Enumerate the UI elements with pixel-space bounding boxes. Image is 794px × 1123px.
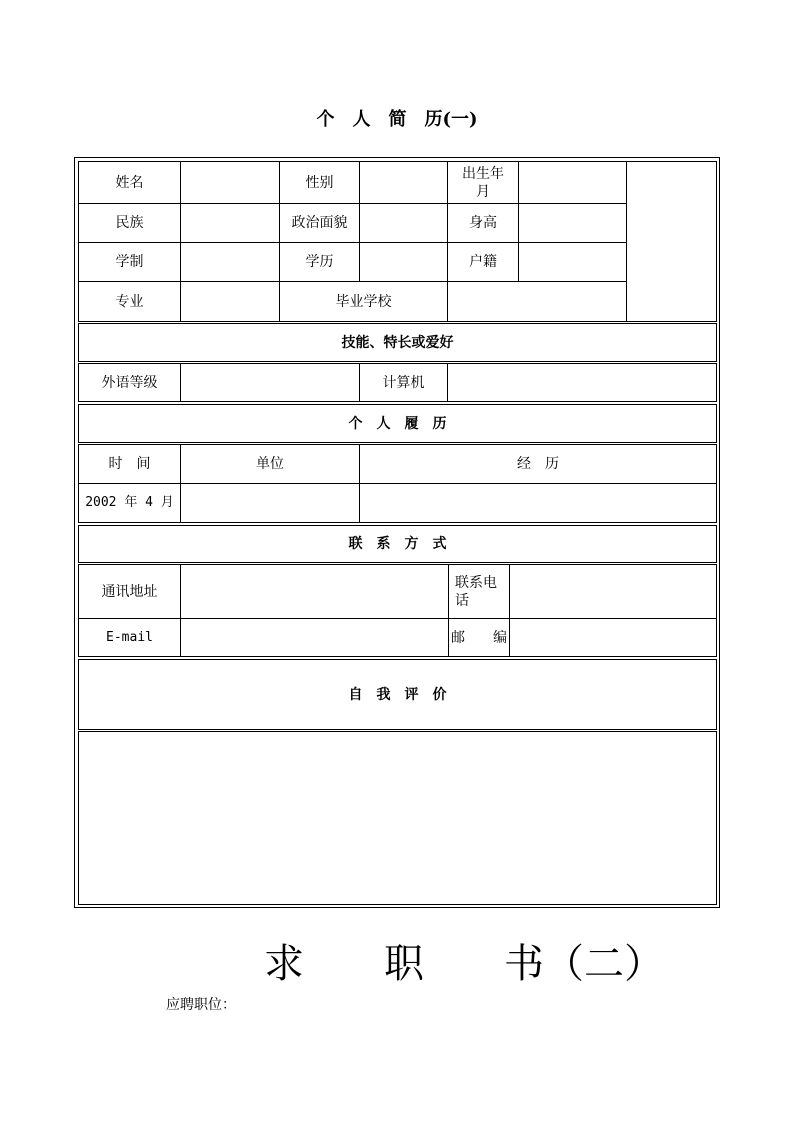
resume-title: 个 人 简 历(一) <box>316 109 478 130</box>
email-value[interactable] <box>180 618 449 657</box>
self-eval-content[interactable] <box>78 731 717 905</box>
phone-label: 联系电 话 <box>448 564 510 619</box>
education-label: 学历 <box>279 242 360 282</box>
history-row-time: 2002 年 4 月 <box>78 483 181 523</box>
school-value[interactable] <box>447 281 627 322</box>
education-value[interactable] <box>359 242 448 282</box>
name-value[interactable] <box>180 161 280 204</box>
name-label: 姓名 <box>78 161 181 204</box>
schooling-value[interactable] <box>180 242 280 282</box>
computer-label: 计算机 <box>359 363 448 402</box>
postcode-value[interactable] <box>509 618 717 657</box>
time-column-header: 时 间 <box>78 444 181 484</box>
major-label: 专业 <box>78 281 181 322</box>
history-header: 个 人 履 历 <box>78 404 717 443</box>
history-row-unit[interactable] <box>180 483 360 523</box>
major-value[interactable] <box>180 281 280 322</box>
gender-label: 性别 <box>279 161 360 204</box>
language-label: 外语等级 <box>78 363 181 402</box>
political-value[interactable] <box>359 203 448 243</box>
school-label: 毕业学校 <box>279 281 448 322</box>
language-value[interactable] <box>180 363 360 402</box>
schooling-label: 学制 <box>78 242 181 282</box>
apply-position-label: 应聘职位： <box>166 997 236 1013</box>
gender-value[interactable] <box>359 161 448 204</box>
hukou-value[interactable] <box>518 242 627 282</box>
hukou-label: 户籍 <box>447 242 519 282</box>
computer-value[interactable] <box>447 363 717 402</box>
height-label: 身高 <box>447 203 519 243</box>
photo-box[interactable] <box>626 161 717 322</box>
height-value[interactable] <box>518 203 627 243</box>
address-label: 通讯地址 <box>78 564 181 619</box>
political-label: 政治面貌 <box>279 203 360 243</box>
birth-value[interactable] <box>518 161 627 204</box>
skills-header: 技能、特长或爱好 <box>78 323 717 362</box>
birth-label: 出生年 月 <box>447 161 519 204</box>
cover-letter-title: 求 职 书（二） <box>264 941 664 987</box>
postcode-label: 邮 编 <box>448 618 510 657</box>
resume-table <box>74 157 720 908</box>
ethnicity-label: 民族 <box>78 203 181 243</box>
email-label: E-mail <box>78 618 181 657</box>
self-eval-header: 自 我 评 价 <box>78 659 717 730</box>
phone-value[interactable] <box>509 564 717 619</box>
contact-header: 联 系 方 式 <box>78 525 717 563</box>
history-row-experience[interactable] <box>359 483 717 523</box>
ethnicity-value[interactable] <box>180 203 280 243</box>
address-value[interactable] <box>180 564 449 619</box>
unit-column-header: 单位 <box>180 444 360 484</box>
experience-column-header: 经 历 <box>359 444 717 484</box>
